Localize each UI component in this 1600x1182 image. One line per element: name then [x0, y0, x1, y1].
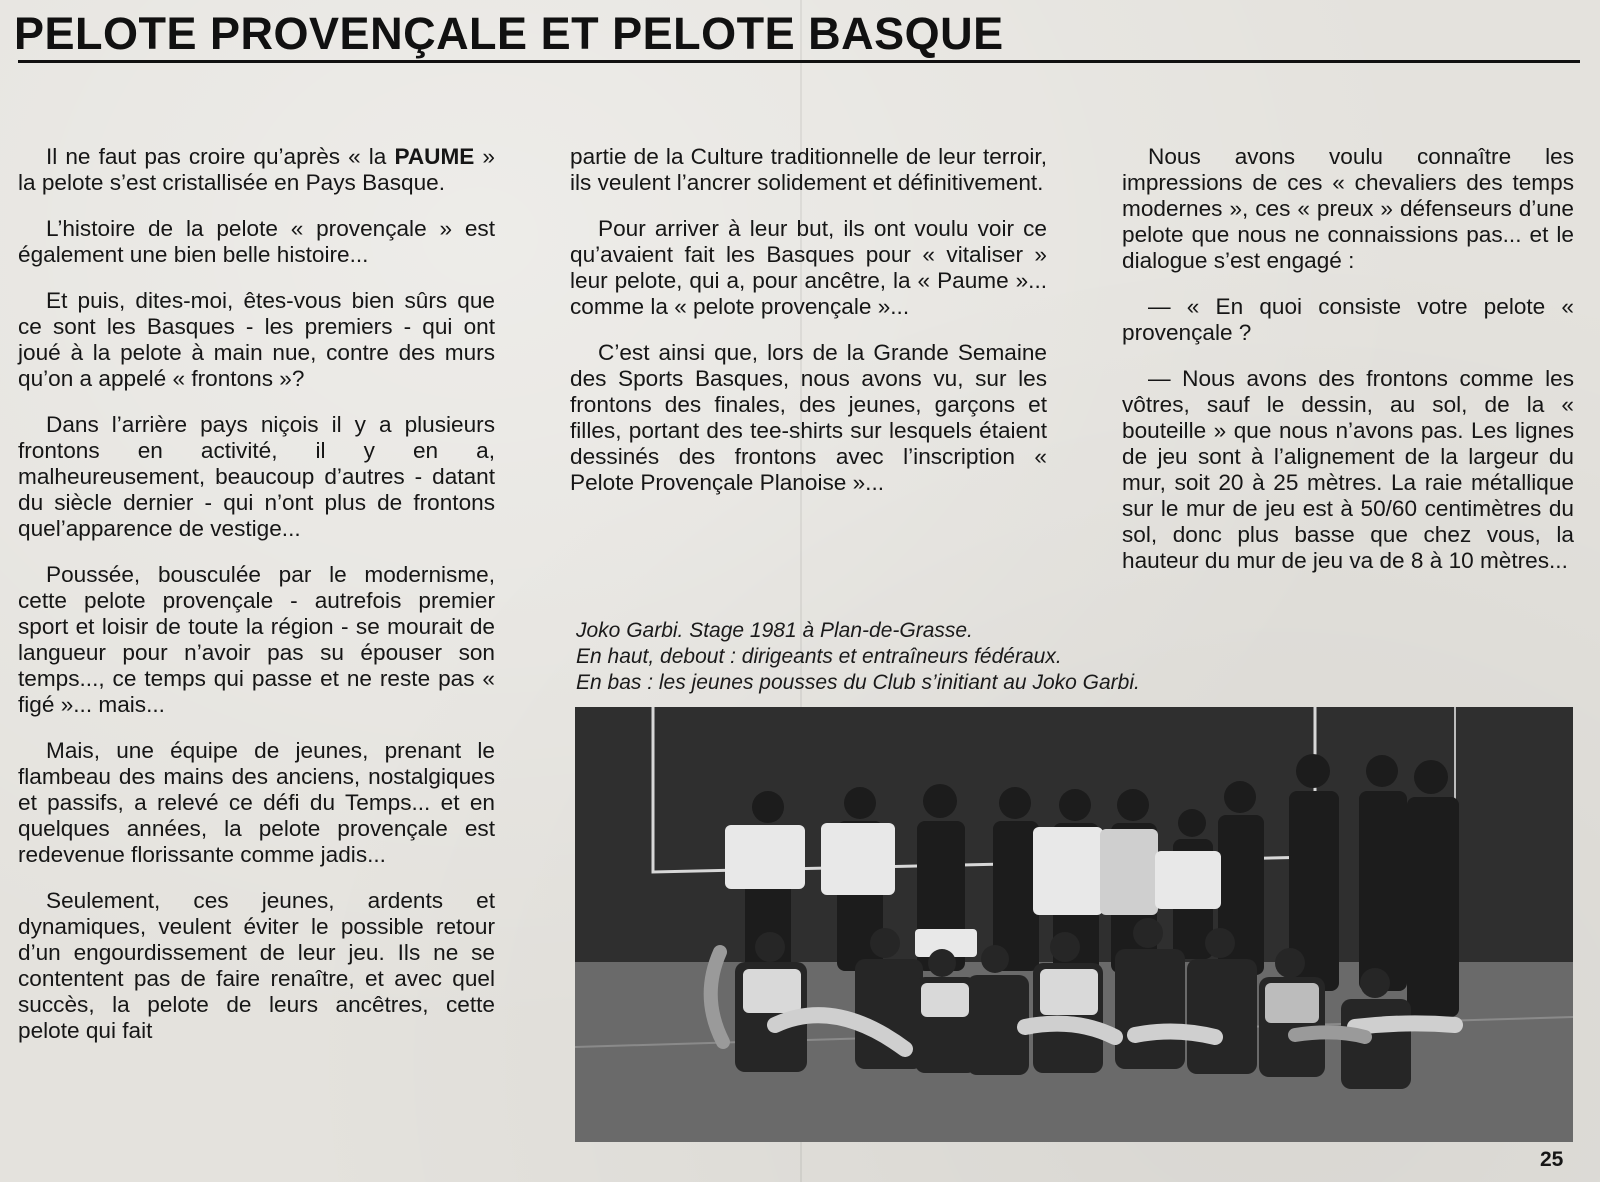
- page-number: 25: [1540, 1148, 1564, 1171]
- paragraph: Seulement, ces jeunes, ardents et dynamiques, veulent éviter le possible retour d’un engourdissement de leur jeu. Ils ne se contentent pas de faire renaître, et avec quel succès, la pelote de leurs ancêtres, cette pelote qui fait: [18, 888, 495, 1043]
- paragraph: Dans l’arrière pays niçois il y a plusieurs frontons en activité, il y en a, malheureusement, beaucoup d’autres - datant du siècle dernier - qui n’ont plus de frontons quel’apparence de vestige...: [18, 412, 495, 541]
- paragraph: — Nous avons des frontons comme les vôtres, sauf le dessin, au sol, de la « bouteille » que nous n’avons pas. Les lignes de jeu sont à l’alignement de la largeur du mur, soit 20 à 25 mètres. La raie métallique sur le mur de jeu est à 50/60 centimètres du sol, donc plus basse que chez vous, la hauteur du mur de jeu va de 8 à 10 mètres...: [1122, 366, 1574, 573]
- article-column-3: [1122, 144, 1574, 594]
- paragraph: Poussée, bousculée par le modernisme, cette pelote provençale - autrefois premier sport et loisir de toute la région - se mourait de langueur pour n’avoir pas su épouser son temps..., ce temps qui passe et ne reste pas « figé »... mais...: [18, 562, 495, 717]
- paragraph: L’histoire de la pelote « provençale » est également une bien belle histoire...: [18, 216, 495, 267]
- group-photo-illustration: [575, 707, 1573, 1142]
- headline-rule: [18, 60, 1580, 63]
- article-column-1: [18, 144, 495, 1064]
- article-headline: PELOTE PROVENÇALE ET PELOTE BASQUE: [14, 8, 1004, 59]
- photo-caption: [576, 618, 1140, 696]
- paragraph: Mais, une équipe de jeunes, prenant le flambeau des mains des anciens, nostalgiques et passifs, a relevé ce défi du Temps... et en quelques années, la pelote provençale est redevenue florissante comme jadis...: [18, 738, 495, 867]
- paragraph: Et puis, dites-moi, êtes-vous bien sûrs que ce sont les Basques - les premiers - qui ont joué à la pelote à main nue, contre des murs qu’on a appelé « frontons »?: [18, 288, 495, 391]
- group-photo: [575, 707, 1573, 1142]
- paragraph: — « En quoi consiste votre pelote « provençale ?: [1122, 294, 1574, 345]
- article-column-2: [570, 144, 1047, 516]
- paragraph: C’est ainsi que, lors de la Grande Semaine des Sports Basques, nous avons vu, sur les frontons des finales, des jeunes, garçons et filles, portant des tee-shirts sur lesquels étaient dessinés des frontons avec l’inscription « Pelote Provençale Planoise »...: [570, 340, 1047, 495]
- caption-line: En haut, debout : dirigeants et entraîneurs fédéraux.: [576, 645, 1062, 668]
- paragraph: Nous avons voulu connaître les impressions de ces « chevaliers des temps modernes », ces « preux » défenseurs d’une pelote que nous ne connaissions pas... et le dialogue s’est engagé :: [1122, 144, 1574, 273]
- paragraph: Il ne faut pas croire qu’après « la PAUME » la pelote s’est cristallisée en Pays Basque.: [18, 144, 495, 195]
- paragraph: partie de la Culture traditionnelle de leur terroir, ils veulent l’ancrer solidement et définitivement.: [570, 144, 1047, 195]
- caption-line: Joko Garbi. Stage 1981 à Plan-de-Grasse.: [576, 619, 973, 642]
- caption-line: En bas : les jeunes pousses du Club s’initiant au Joko Garbi.: [576, 671, 1140, 694]
- paragraph: Pour arriver à leur but, ils ont voulu voir ce qu’avaient fait les Basques pour « vitaliser » leur pelote, qui a, pour ancêtre, la « Paume »... comme la « pelote provençale »...: [570, 216, 1047, 319]
- bold-term: PAUME: [394, 144, 475, 169]
